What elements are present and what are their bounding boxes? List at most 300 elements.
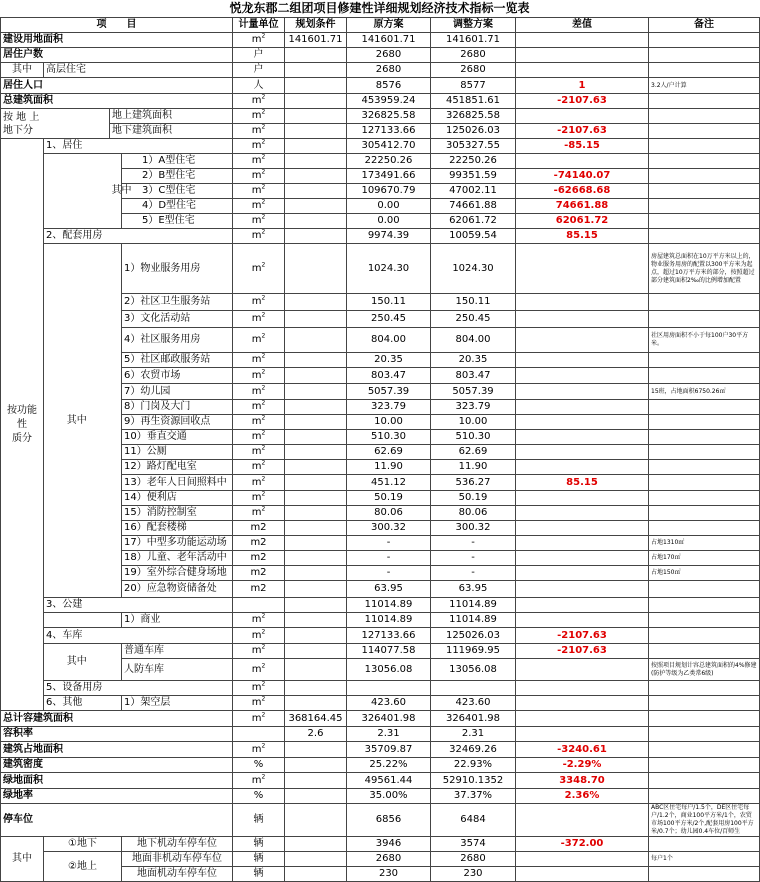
table-cell [285, 169, 347, 184]
table-cell: 居住户数 [1, 48, 233, 63]
table-row [1, 628, 760, 644]
table-cell [233, 214, 285, 229]
table-cell: 2.31 [431, 727, 516, 742]
table-cell [233, 460, 285, 475]
cell-text: m [251, 125, 262, 136]
header-plan: 规划条件 [285, 18, 347, 33]
table-cell: 80.06 [347, 506, 431, 521]
table-cell: -2107.63 [516, 628, 649, 644]
table-cell [516, 460, 649, 475]
table-row [1, 758, 760, 773]
cell-text: 2 [261, 183, 266, 191]
table-cell: 人防车库 [122, 659, 233, 681]
table-cell [516, 659, 649, 681]
table-cell [649, 229, 760, 244]
cell-text: m [251, 774, 262, 786]
table-row [1, 229, 760, 244]
table-cell: - [347, 536, 431, 551]
cell-text: m [251, 492, 262, 503]
table-cell: 停车位 [1, 804, 233, 837]
table-cell: 18）儿童、老年活动中 [122, 551, 233, 566]
table-cell: 10059.54 [431, 229, 516, 244]
table-cell [649, 727, 760, 742]
table-cell [285, 804, 347, 837]
table-cell: 11）公厕 [122, 445, 233, 460]
cell-text: m [251, 313, 262, 324]
cell-text: 2 [261, 332, 266, 340]
table-cell [649, 400, 760, 415]
table-cell [233, 384, 285, 400]
cell-text: 2 [261, 228, 266, 236]
table-cell [233, 353, 285, 368]
cell-text: m [251, 140, 262, 151]
table-cell: 37.37% [431, 789, 516, 804]
table-cell: 35.00% [347, 789, 431, 804]
table-cell [516, 711, 649, 727]
table-cell: m2 [233, 536, 285, 551]
table-cell [649, 460, 760, 475]
table-cell [649, 154, 760, 169]
table-cell: 1、居住 [44, 139, 233, 154]
table-cell [516, 430, 649, 445]
table-cell: 人 [233, 78, 285, 94]
table-row [1, 804, 760, 837]
table-cell [285, 551, 347, 566]
table-cell: 2680 [347, 63, 431, 78]
table-cell [649, 598, 760, 613]
table-cell: 250.45 [431, 311, 516, 328]
cell-text: 按 地 上 [3, 111, 40, 123]
table-cell: % [233, 789, 285, 804]
header-note: 备注 [649, 18, 760, 33]
cell-text: 2 [261, 93, 266, 101]
table-cell: - [347, 566, 431, 581]
cell-text: 2 [261, 261, 266, 269]
table-cell [516, 63, 649, 78]
cell-text: m [251, 416, 262, 427]
table-cell: 地面非机动车停车位 [122, 852, 233, 867]
table-cell [649, 681, 760, 696]
table-cell: 3、公建 [44, 598, 233, 613]
table-cell: 1）物业服务用房 [122, 244, 233, 294]
table-cell: 1）架空层 [122, 696, 233, 711]
table-cell: 1）A型住宅 [122, 154, 233, 169]
table-cell: 5）社区邮政服务站 [122, 353, 233, 368]
table-cell [649, 837, 760, 852]
table-cell: 13056.08 [431, 659, 516, 681]
table-cell: 其中 [1, 63, 44, 78]
table-cell: 0.00 [347, 199, 431, 214]
cell-text: m [251, 110, 262, 121]
table-cell: 300.32 [347, 521, 431, 536]
table-cell [285, 491, 347, 506]
indicator-table [0, 17, 760, 882]
table-cell: 1）商业 [122, 613, 233, 628]
table-cell: 80.06 [431, 506, 516, 521]
table-cell: 150.11 [347, 294, 431, 311]
table-cell [285, 368, 347, 384]
table-cell: 建设用地面积 [1, 33, 233, 48]
table-cell: 323.79 [431, 400, 516, 415]
table-cell [516, 400, 649, 415]
table-cell: 74661.88 [431, 199, 516, 214]
table-cell [285, 852, 347, 867]
table-cell: 50.19 [347, 491, 431, 506]
table-cell [285, 139, 347, 154]
table-cell [516, 491, 649, 506]
table-cell [285, 124, 347, 139]
table-cell: 5057.39 [347, 384, 431, 400]
cell-text: 2 [261, 490, 266, 498]
table-cell [649, 613, 760, 628]
table-cell: 326401.98 [347, 711, 431, 727]
table-cell: 141601.71 [431, 33, 516, 48]
table-cell [285, 353, 347, 368]
table-cell [233, 169, 285, 184]
cell-text: 2 [261, 153, 266, 161]
table-cell [233, 681, 285, 696]
table-cell: 85.15 [516, 229, 649, 244]
table-cell [285, 184, 347, 199]
table-cell [516, 353, 649, 368]
cell-text: 2 [261, 138, 266, 146]
table-cell [1, 139, 44, 711]
table-cell: 230 [431, 867, 516, 882]
table-cell [516, 33, 649, 48]
table-cell [516, 566, 649, 581]
cell-text: m [251, 645, 262, 656]
table-cell: 3348.70 [516, 773, 649, 789]
cell-text: m [251, 185, 262, 196]
table-cell: 63.95 [431, 581, 516, 598]
table-cell: 2680 [431, 63, 516, 78]
cell-text: m [251, 215, 262, 226]
table-cell [285, 384, 347, 400]
table-cell [285, 63, 347, 78]
table-cell [649, 789, 760, 804]
table-cell: 305327.55 [431, 139, 516, 154]
cell-text: m [251, 446, 262, 457]
table-cell [516, 804, 649, 837]
cell-text: 按功能性 [7, 404, 37, 430]
table-cell [233, 628, 285, 644]
table-cell: 4）D型住宅 [122, 199, 233, 214]
table-cell: 150.11 [431, 294, 516, 311]
table-cell [285, 48, 347, 63]
cell-text: m [251, 614, 262, 625]
table-cell: 占地1310㎡ [649, 536, 760, 551]
table-cell [44, 613, 122, 628]
table-cell [285, 681, 347, 696]
table-row [1, 244, 760, 294]
cell-text: m [251, 296, 262, 307]
table-cell: ②地上 [44, 852, 122, 882]
cell-text: m [251, 663, 262, 675]
cell-text: 2 [261, 399, 266, 407]
table-cell [233, 328, 285, 353]
cell-text: 2 [261, 123, 266, 131]
table-cell: 3）C型住宅 [122, 184, 233, 199]
cell-text: 2 [261, 32, 266, 40]
table-cell: 房屋建筑总面积在10万平方米以上的，物业服务用房的配置以300平方米为起点，超过10万平方米的部分，按照超过部分建筑面积2‰的比例增加配置 [649, 244, 760, 294]
table-cell [285, 506, 347, 521]
cell-text: 2 [261, 108, 266, 116]
table-cell [233, 415, 285, 430]
table-cell [649, 696, 760, 711]
table-cell: -2107.63 [516, 124, 649, 139]
table-cell [285, 837, 347, 852]
table-cell: 109670.79 [347, 184, 431, 199]
table-cell: 50.19 [431, 491, 516, 506]
table-cell [649, 33, 760, 48]
table-cell: 13056.08 [347, 659, 431, 681]
table-cell [285, 294, 347, 311]
table-cell [516, 154, 649, 169]
table-cell: m2 [233, 581, 285, 598]
table-cell: 125026.03 [431, 628, 516, 644]
table-cell [285, 328, 347, 353]
table-cell [233, 506, 285, 521]
table-cell [649, 430, 760, 445]
table-cell: -372.00 [516, 837, 649, 852]
table-cell [516, 415, 649, 430]
table-cell: 326401.98 [431, 711, 516, 727]
table-cell [516, 294, 649, 311]
table-cell [516, 506, 649, 521]
table-cell [285, 696, 347, 711]
table-cell [649, 124, 760, 139]
table-cell: 32469.26 [431, 742, 516, 758]
table-cell [516, 551, 649, 566]
table-cell [285, 644, 347, 659]
table-cell [285, 628, 347, 644]
table-cell: 绿地面积 [1, 773, 233, 789]
table-cell [516, 598, 649, 613]
table-cell [233, 491, 285, 506]
table-cell [516, 244, 649, 294]
table-cell [285, 311, 347, 328]
table-cell [233, 154, 285, 169]
table-cell: 居住人口 [1, 78, 233, 94]
cell-text: m [251, 200, 262, 211]
table-cell: 其中 [44, 644, 110, 681]
cell-text: 2 [261, 505, 266, 513]
table-row [1, 613, 760, 628]
table-cell: -2.29% [516, 758, 649, 773]
cell-text: m [251, 629, 262, 641]
table-cell [233, 294, 285, 311]
table-cell [233, 430, 285, 445]
table-cell [516, 696, 649, 711]
table-cell [649, 214, 760, 229]
cell-text: 2 [261, 628, 266, 636]
table-cell [516, 384, 649, 400]
cell-text: 2 [261, 414, 266, 422]
table-cell: 3.2人/户计算 [649, 78, 760, 94]
cell-text: 2 [261, 311, 266, 319]
table-cell [110, 644, 122, 681]
table-cell [649, 628, 760, 644]
table-cell [649, 368, 760, 384]
table-cell: 803.47 [347, 368, 431, 384]
table-cell [649, 867, 760, 882]
table-cell: 3574 [431, 837, 516, 852]
table-cell: 62.69 [347, 445, 431, 460]
header-item: 项 目 [1, 18, 233, 33]
table-cell [285, 415, 347, 430]
cell-text: 2 [261, 213, 266, 221]
table-cell: 10.00 [347, 415, 431, 430]
table-cell: -74140.07 [516, 169, 649, 184]
table-cell: 11014.89 [431, 598, 516, 613]
table-cell: 5、设备用房 [44, 681, 233, 696]
table-cell [285, 244, 347, 294]
table-cell: 114077.58 [347, 644, 431, 659]
cell-text: 2 [261, 742, 266, 750]
table-cell: 地下建筑面积 [110, 124, 233, 139]
cell-text: 2 [261, 662, 266, 670]
table-cell [285, 445, 347, 460]
table-cell [233, 311, 285, 328]
table-cell: ①地下 [44, 837, 122, 852]
table-cell: 2680 [347, 852, 431, 867]
table-cell: 4）社区服务用房 [122, 328, 233, 353]
table-row [1, 124, 760, 139]
table-cell: 16）配套楼梯 [122, 521, 233, 536]
table-cell [233, 742, 285, 758]
table-row [1, 789, 760, 804]
table-cell [516, 521, 649, 536]
table-cell: 5057.39 [431, 384, 516, 400]
table-cell [516, 852, 649, 867]
table-cell [285, 78, 347, 94]
table-cell [233, 475, 285, 491]
table-cell [347, 681, 431, 696]
table-cell: 12）路灯配电室 [122, 460, 233, 475]
cell-text: m [251, 697, 262, 708]
table-cell [516, 681, 649, 696]
table-cell [233, 368, 285, 384]
table-row [1, 696, 760, 711]
table-cell: 3）文化活动站 [122, 311, 233, 328]
table-cell [285, 659, 347, 681]
cell-text: 地下分 [3, 124, 33, 136]
table-cell [285, 758, 347, 773]
table-cell: 普通车库 [122, 644, 233, 659]
table-cell: 22250.26 [347, 154, 431, 169]
table-cell: 35709.87 [347, 742, 431, 758]
cell-text: m [251, 743, 262, 755]
table-cell: 10.00 [431, 415, 516, 430]
table-cell [285, 867, 347, 882]
table-cell: 7）幼儿园 [122, 384, 233, 400]
table-cell: 25.22% [347, 758, 431, 773]
table-cell: 11.90 [347, 460, 431, 475]
table-cell [285, 199, 347, 214]
table-cell [649, 711, 760, 727]
table-cell [233, 229, 285, 244]
table-cell: 323.79 [347, 400, 431, 415]
table-cell: - [431, 551, 516, 566]
table-cell: 6）农贸市场 [122, 368, 233, 384]
table-row [1, 742, 760, 758]
table-cell [516, 48, 649, 63]
table-cell: 125026.03 [431, 124, 516, 139]
table-cell [285, 154, 347, 169]
table-cell: 804.00 [347, 328, 431, 353]
cell-text: 2 [261, 198, 266, 206]
table-cell [516, 311, 649, 328]
table-cell: 2、配套用房 [44, 229, 233, 244]
table-cell: 8577 [431, 78, 516, 94]
table-cell: 803.47 [431, 368, 516, 384]
cell-text: m [251, 34, 262, 45]
table-cell [516, 368, 649, 384]
cell-text: m [251, 230, 262, 241]
table-cell [285, 566, 347, 581]
table-cell [44, 154, 110, 229]
table-cell [233, 400, 285, 415]
table-cell: 99351.59 [431, 169, 516, 184]
table-cell: 2.31 [347, 727, 431, 742]
table-cell: -3240.61 [516, 742, 649, 758]
table-cell [233, 124, 285, 139]
table-cell: 11014.89 [347, 598, 431, 613]
table-cell [649, 644, 760, 659]
table-cell: 2680 [431, 48, 516, 63]
table-cell: 510.30 [431, 430, 516, 445]
table-cell: 49561.44 [347, 773, 431, 789]
table-cell [1, 109, 110, 139]
table-cell [649, 48, 760, 63]
table-cell [233, 94, 285, 109]
table-cell: 2680 [347, 48, 431, 63]
table-cell [285, 789, 347, 804]
table-cell: ABC区住宅每户/1.5个，DE区住宅每户/1.2个，商业100平方米/1个，农贸市场100平方米/2个,配套用房100平方米/0.7个；幼儿园0.4车位/百师生 [649, 804, 760, 837]
table-cell: 62061.72 [431, 214, 516, 229]
table-cell: 305412.70 [347, 139, 431, 154]
table-cell [233, 659, 285, 681]
table-cell: 19）室外综合健身场地 [122, 566, 233, 581]
table-cell [285, 460, 347, 475]
table-cell [516, 328, 649, 353]
table-cell: 451.12 [347, 475, 431, 491]
cell-text: 2 [261, 168, 266, 176]
table-cell: 1024.30 [431, 244, 516, 294]
table-cell [233, 445, 285, 460]
table-cell: 11014.89 [347, 613, 431, 628]
table-cell [649, 506, 760, 521]
table-cell: 2680 [431, 852, 516, 867]
cell-text: 2 [261, 384, 266, 392]
cell-text: 2 [261, 429, 266, 437]
table-cell [285, 400, 347, 415]
table-cell: 其中 [44, 244, 110, 598]
table-row [1, 94, 760, 109]
table-cell: 每户1个 [649, 852, 760, 867]
table-cell: 127133.66 [347, 628, 431, 644]
table-cell: 63.95 [347, 581, 431, 598]
table-cell: 按照项目规划计容总建筑面积的4%修建(防护等级为乙类常6级) [649, 659, 760, 681]
table-cell [233, 33, 285, 48]
cell-text: 质分 [12, 432, 32, 444]
table-cell: -2107.63 [516, 94, 649, 109]
table-cell: - [347, 551, 431, 566]
table-cell: 占地150㎡ [649, 566, 760, 581]
page-title: 悦龙东郡二组团项目修建性详细规划经济技术指标一览表 [229, 1, 530, 15]
table-cell [285, 521, 347, 536]
cell-text: m [251, 712, 262, 724]
